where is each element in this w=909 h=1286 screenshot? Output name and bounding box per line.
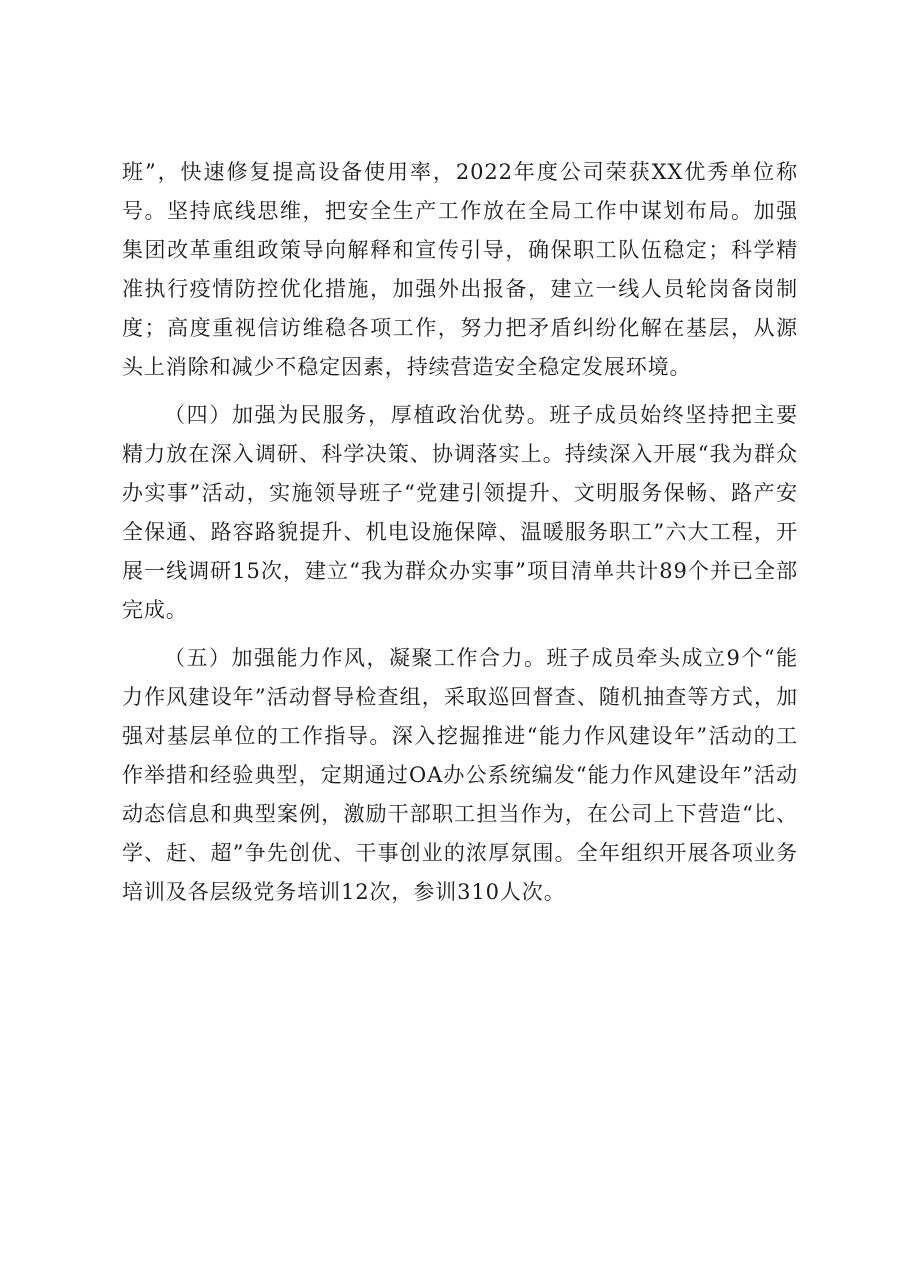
paragraph-public-service: （四）加强为民服务，厚植政治优势。班子成员始终坚持把主要精力放在深入调研、科学决策、协调落实上。持续深入开展“我为群众办实事”活动，实施领导班子“党建引领提升、文明服务保畅、路产安全保通、路容路貌提升、机电设施保障、温暖服务职工”六大工程，开展一线调研15次，建立“我为群众办实事”项目清单共计89个并已全部完成。 (122, 403, 798, 622)
paragraph-safety-stability: 班”，快速修复提高设备使用率，2022年度公司荣获XX优秀单位称号。坚持底线思维，把安全生产工作放在全局工作中谋划布局。加强集团改革重组政策导向解释和宣传引导，确保职工队伍稳定；科学精准执行疫情防控优化措施，加强外出报备，建立一线人员轮岗备岗制度；高度重视信访维稳各项工作，努力把矛盾纠纷化解在基层，从源头上消除和减少不稳定因素，持续营造安全稳定发展环境。 (122, 160, 798, 379)
document-body (122, 153, 798, 912)
paragraph-capability-style: （五）加强能力作风，凝聚工作合力。班子成员牵头成立9个“能力作风建设年”活动督导检查组，采取巡回督查、随机抽查等方式，加强对基层单位的工作指导。深入挖掘推进“能力作风建设年”活动的工作举措和经验典型，定期通过OA办公系统编发“能力作风建设年”活动动态信息和典型案例，激励干部职工担当作为，在公司上下营造“比、学、赶、超”争先创优、干事创业的浓厚氛围。全年组织开展各项业务培训及各层级党务培训12次，参训310人次。 (122, 646, 798, 904)
